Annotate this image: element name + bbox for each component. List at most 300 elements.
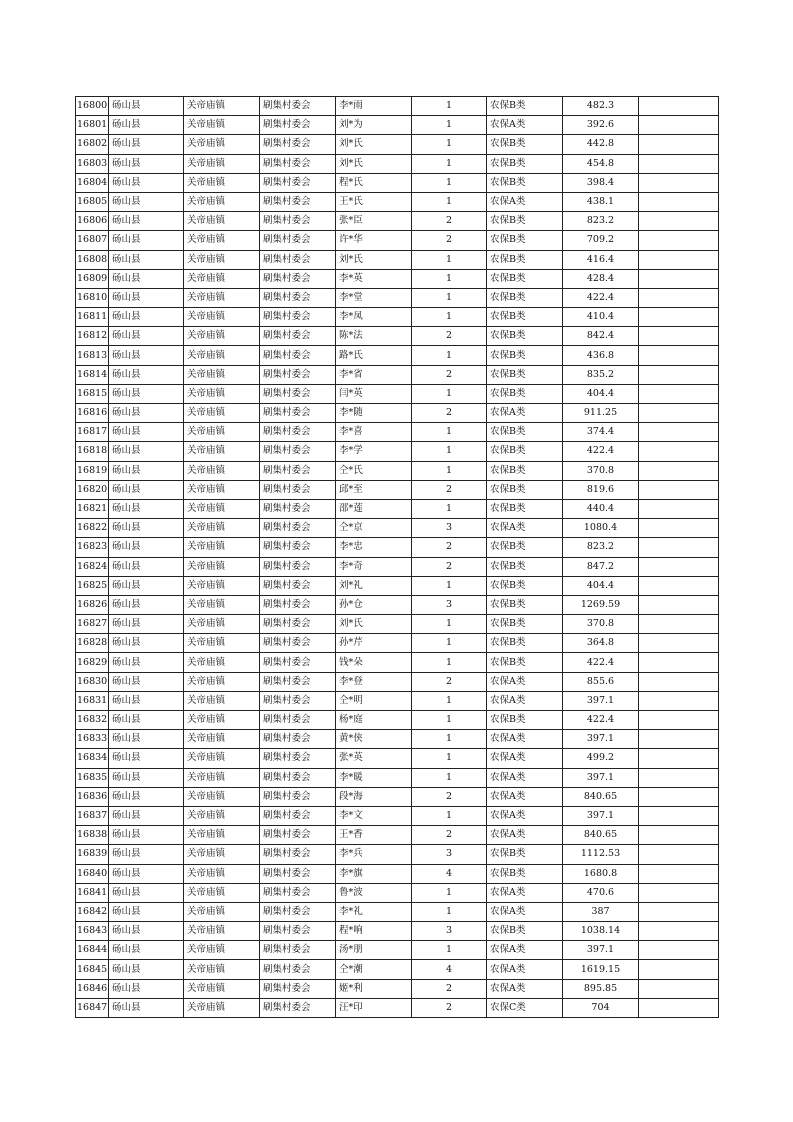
person-name-cell: 段*海	[336, 787, 412, 806]
person-name-cell: 刘*氏	[336, 135, 412, 154]
town-cell: 关帝庙镇	[184, 212, 260, 231]
village-committee-cell: 刷集村委会	[260, 845, 336, 864]
village-committee-cell: 刷集村委会	[260, 960, 336, 979]
remark-cell	[639, 749, 719, 768]
town-cell: 关帝庙镇	[184, 634, 260, 653]
table-row	[76, 135, 719, 154]
person-name-cell: 李*堂	[336, 288, 412, 307]
remark-cell	[639, 365, 719, 384]
county-cell: 砀山县	[109, 960, 184, 979]
county-cell: 砀山县	[109, 653, 184, 672]
village-committee-cell: 刷集村委会	[260, 749, 336, 768]
amount-cell: 1112.53	[563, 845, 639, 864]
village-committee-cell: 刷集村委会	[260, 173, 336, 192]
table-row	[76, 269, 719, 288]
amount-cell: 895.85	[563, 979, 639, 998]
village-committee-cell: 刷集村委会	[260, 826, 336, 845]
person-name-cell: 刘*氏	[336, 154, 412, 173]
county-cell: 砀山县	[109, 192, 184, 211]
table-row	[76, 442, 719, 461]
record-id-cell: 16821	[76, 499, 109, 518]
table-row	[76, 883, 719, 902]
person-name-cell: 李*旗	[336, 864, 412, 883]
amount-cell: 823.2	[563, 538, 639, 557]
town-cell: 关帝庙镇	[184, 883, 260, 902]
table-row	[76, 826, 719, 845]
person-name-cell: 汤*朋	[336, 941, 412, 960]
remark-cell	[639, 212, 719, 231]
town-cell: 关帝庙镇	[184, 499, 260, 518]
town-cell: 关帝庙镇	[184, 749, 260, 768]
record-id-cell: 16807	[76, 231, 109, 250]
remark-cell	[639, 173, 719, 192]
record-id-cell: 16824	[76, 557, 109, 576]
town-cell: 关帝庙镇	[184, 557, 260, 576]
insurance-category-cell: 农保A类	[487, 979, 563, 998]
table-row	[76, 327, 719, 346]
county-cell: 砀山县	[109, 941, 184, 960]
remark-cell	[639, 404, 719, 423]
amount-cell: 704	[563, 998, 639, 1017]
record-id-cell: 16818	[76, 442, 109, 461]
remark-cell	[639, 327, 719, 346]
insurance-category-cell: 农保B类	[487, 615, 563, 634]
table-row	[76, 231, 719, 250]
remark-cell	[639, 135, 719, 154]
amount-cell: 397.1	[563, 806, 639, 825]
record-id-cell: 16846	[76, 979, 109, 998]
member-count-cell: 1	[412, 941, 487, 960]
person-name-cell: 邱*至	[336, 480, 412, 499]
insurance-category-cell: 农保A类	[487, 519, 563, 538]
county-cell: 砀山县	[109, 845, 184, 864]
village-committee-cell: 刷集村委会	[260, 423, 336, 442]
insurance-category-cell: 农保B类	[487, 250, 563, 269]
town-cell: 关帝庙镇	[184, 365, 260, 384]
amount-cell: 374.4	[563, 423, 639, 442]
amount-cell: 422.4	[563, 711, 639, 730]
county-cell: 砀山县	[109, 288, 184, 307]
town-cell: 关帝庙镇	[184, 97, 260, 116]
county-cell: 砀山县	[109, 519, 184, 538]
record-id-cell: 16828	[76, 634, 109, 653]
insurance-category-cell: 农保A类	[487, 826, 563, 845]
remark-cell	[639, 192, 719, 211]
amount-cell: 404.4	[563, 384, 639, 403]
record-id-cell: 16835	[76, 768, 109, 787]
remark-cell	[639, 787, 719, 806]
amount-cell: 416.4	[563, 250, 639, 269]
table-row	[76, 749, 719, 768]
table-row	[76, 711, 719, 730]
village-committee-cell: 刷集村委会	[260, 480, 336, 499]
insurance-category-cell: 农保B类	[487, 711, 563, 730]
village-committee-cell: 刷集村委会	[260, 634, 336, 653]
county-cell: 砀山县	[109, 404, 184, 423]
amount-cell: 842.4	[563, 327, 639, 346]
town-cell: 关帝庙镇	[184, 250, 260, 269]
insurance-category-cell: 农保A类	[487, 192, 563, 211]
town-cell: 关帝庙镇	[184, 461, 260, 480]
remark-cell	[639, 461, 719, 480]
county-cell: 砀山县	[109, 787, 184, 806]
person-name-cell: 李*喜	[336, 423, 412, 442]
record-id-cell: 16810	[76, 288, 109, 307]
insurance-category-cell: 农保B类	[487, 576, 563, 595]
person-name-cell: 李*学	[336, 442, 412, 461]
county-cell: 砀山县	[109, 423, 184, 442]
remark-cell	[639, 519, 719, 538]
record-id-cell: 16838	[76, 826, 109, 845]
insurance-category-cell: 农保A类	[487, 730, 563, 749]
amount-cell: 840.65	[563, 787, 639, 806]
table-row	[76, 250, 719, 269]
village-committee-cell: 刷集村委会	[260, 902, 336, 921]
table-row	[76, 404, 719, 423]
record-id-cell: 16819	[76, 461, 109, 480]
member-count-cell: 2	[412, 672, 487, 691]
remark-cell	[639, 538, 719, 557]
record-id-cell: 16802	[76, 135, 109, 154]
table-row	[76, 902, 719, 921]
record-id-cell: 16812	[76, 327, 109, 346]
town-cell: 关帝庙镇	[184, 116, 260, 135]
insurance-category-cell: 农保B类	[487, 212, 563, 231]
insurance-category-cell: 农保B类	[487, 327, 563, 346]
table-row	[76, 864, 719, 883]
town-cell: 关帝庙镇	[184, 730, 260, 749]
village-committee-cell: 刷集村委会	[260, 384, 336, 403]
table-row	[76, 154, 719, 173]
town-cell: 关帝庙镇	[184, 806, 260, 825]
amount-cell: 1080.4	[563, 519, 639, 538]
village-committee-cell: 刷集村委会	[260, 557, 336, 576]
town-cell: 关帝庙镇	[184, 960, 260, 979]
table-row	[76, 634, 719, 653]
village-committee-cell: 刷集村委会	[260, 883, 336, 902]
county-cell: 砀山县	[109, 384, 184, 403]
person-name-cell: 陈*法	[336, 327, 412, 346]
amount-cell: 436.8	[563, 346, 639, 365]
insurance-category-cell: 农保B类	[487, 845, 563, 864]
amount-cell: 392.6	[563, 116, 639, 135]
person-name-cell: 程*响	[336, 922, 412, 941]
table-row	[76, 423, 719, 442]
town-cell: 关帝庙镇	[184, 941, 260, 960]
member-count-cell: 2	[412, 231, 487, 250]
table-row	[76, 519, 719, 538]
table-row	[76, 730, 719, 749]
village-committee-cell: 刷集村委会	[260, 730, 336, 749]
remark-cell	[639, 615, 719, 634]
amount-cell: 404.4	[563, 576, 639, 595]
member-count-cell: 3	[412, 922, 487, 941]
remark-cell	[639, 308, 719, 327]
person-name-cell: 李*凤	[336, 308, 412, 327]
table-row	[76, 192, 719, 211]
record-id-cell: 16834	[76, 749, 109, 768]
amount-cell: 454.8	[563, 154, 639, 173]
person-name-cell: 邵*莲	[336, 499, 412, 518]
remark-cell	[639, 634, 719, 653]
member-count-cell: 2	[412, 538, 487, 557]
record-id-cell: 16801	[76, 116, 109, 135]
member-count-cell: 1	[412, 806, 487, 825]
county-cell: 砀山县	[109, 365, 184, 384]
member-count-cell: 2	[412, 327, 487, 346]
town-cell: 关帝庙镇	[184, 595, 260, 614]
person-name-cell: 张*英	[336, 749, 412, 768]
amount-cell: 911.25	[563, 404, 639, 423]
record-id-cell: 16815	[76, 384, 109, 403]
member-count-cell: 3	[412, 519, 487, 538]
village-committee-cell: 刷集村委会	[260, 864, 336, 883]
county-cell: 砀山县	[109, 922, 184, 941]
county-cell: 砀山县	[109, 154, 184, 173]
member-count-cell: 2	[412, 365, 487, 384]
record-id-cell: 16832	[76, 711, 109, 730]
town-cell: 关帝庙镇	[184, 404, 260, 423]
village-committee-cell: 刷集村委会	[260, 768, 336, 787]
insurance-category-cell: 农保A类	[487, 960, 563, 979]
remark-cell	[639, 595, 719, 614]
record-id-cell: 16825	[76, 576, 109, 595]
insurance-category-cell: 农保A类	[487, 749, 563, 768]
insurance-category-cell: 农保B类	[487, 864, 563, 883]
amount-cell: 499.2	[563, 749, 639, 768]
insurance-category-cell: 农保B类	[487, 231, 563, 250]
record-id-cell: 16837	[76, 806, 109, 825]
amount-cell: 482.3	[563, 97, 639, 116]
remark-cell	[639, 116, 719, 135]
person-name-cell: 王*氏	[336, 192, 412, 211]
member-count-cell: 1	[412, 576, 487, 595]
insurance-category-cell: 农保B类	[487, 499, 563, 518]
remark-cell	[639, 941, 719, 960]
village-committee-cell: 刷集村委会	[260, 442, 336, 461]
remark-cell	[639, 730, 719, 749]
town-cell: 关帝庙镇	[184, 173, 260, 192]
remark-cell	[639, 97, 719, 116]
insurance-category-cell: 农保B类	[487, 173, 563, 192]
amount-cell: 1680.8	[563, 864, 639, 883]
village-committee-cell: 刷集村委会	[260, 922, 336, 941]
table-row	[76, 806, 719, 825]
town-cell: 关帝庙镇	[184, 308, 260, 327]
person-name-cell: 李*文	[336, 806, 412, 825]
county-cell: 砀山县	[109, 806, 184, 825]
member-count-cell: 4	[412, 960, 487, 979]
amount-cell: 855.6	[563, 672, 639, 691]
member-count-cell: 1	[412, 615, 487, 634]
insurance-category-cell: 农保A类	[487, 902, 563, 921]
village-committee-cell: 刷集村委会	[260, 231, 336, 250]
table-body	[76, 97, 719, 1018]
record-id-cell: 16826	[76, 595, 109, 614]
town-cell: 关帝庙镇	[184, 154, 260, 173]
county-cell: 砀山县	[109, 442, 184, 461]
remark-cell	[639, 576, 719, 595]
county-cell: 砀山县	[109, 902, 184, 921]
person-name-cell: 李*登	[336, 672, 412, 691]
table-row	[76, 384, 719, 403]
village-committee-cell: 刷集村委会	[260, 806, 336, 825]
amount-cell: 1269.59	[563, 595, 639, 614]
person-name-cell: 鲁*波	[336, 883, 412, 902]
amount-cell: 847.2	[563, 557, 639, 576]
member-count-cell: 3	[412, 595, 487, 614]
member-count-cell: 1	[412, 499, 487, 518]
amount-cell: 370.8	[563, 615, 639, 634]
member-count-cell: 1	[412, 634, 487, 653]
county-cell: 砀山县	[109, 116, 184, 135]
amount-cell: 410.4	[563, 308, 639, 327]
town-cell: 关帝庙镇	[184, 922, 260, 941]
remark-cell	[639, 499, 719, 518]
table-row	[76, 116, 719, 135]
person-name-cell: 仝*氏	[336, 461, 412, 480]
town-cell: 关帝庙镇	[184, 192, 260, 211]
county-cell: 砀山县	[109, 346, 184, 365]
person-name-cell: 许*华	[336, 231, 412, 250]
village-committee-cell: 刷集村委会	[260, 346, 336, 365]
town-cell: 关帝庙镇	[184, 346, 260, 365]
county-cell: 砀山县	[109, 691, 184, 710]
county-cell: 砀山县	[109, 269, 184, 288]
remark-cell	[639, 902, 719, 921]
record-id-cell: 16805	[76, 192, 109, 211]
county-cell: 砀山县	[109, 557, 184, 576]
remark-cell	[639, 864, 719, 883]
member-count-cell: 2	[412, 826, 487, 845]
amount-cell: 442.8	[563, 135, 639, 154]
town-cell: 关帝庙镇	[184, 672, 260, 691]
village-committee-cell: 刷集村委会	[260, 691, 336, 710]
village-committee-cell: 刷集村委会	[260, 154, 336, 173]
remark-cell	[639, 288, 719, 307]
person-name-cell: 李*雨	[336, 97, 412, 116]
county-cell: 砀山县	[109, 615, 184, 634]
member-count-cell: 2	[412, 404, 487, 423]
village-committee-cell: 刷集村委会	[260, 979, 336, 998]
town-cell: 关帝庙镇	[184, 442, 260, 461]
member-count-cell: 1	[412, 288, 487, 307]
record-id-cell: 16806	[76, 212, 109, 231]
table-row	[76, 308, 719, 327]
insurance-category-cell: 农保B类	[487, 384, 563, 403]
amount-cell: 1619.15	[563, 960, 639, 979]
person-name-cell: 仝*明	[336, 691, 412, 710]
record-id-cell: 16822	[76, 519, 109, 538]
remark-cell	[639, 384, 719, 403]
village-committee-cell: 刷集村委会	[260, 404, 336, 423]
person-name-cell: 杨*庭	[336, 711, 412, 730]
member-count-cell: 1	[412, 883, 487, 902]
county-cell: 砀山县	[109, 711, 184, 730]
member-count-cell: 1	[412, 423, 487, 442]
member-count-cell: 1	[412, 173, 487, 192]
amount-cell: 397.1	[563, 730, 639, 749]
town-cell: 关帝庙镇	[184, 998, 260, 1017]
table-row	[76, 998, 719, 1017]
person-name-cell: 刘*氏	[336, 615, 412, 634]
table-row	[76, 288, 719, 307]
person-name-cell: 李*忠	[336, 538, 412, 557]
table-row	[76, 365, 719, 384]
record-id-cell: 16811	[76, 308, 109, 327]
member-count-cell: 2	[412, 212, 487, 231]
person-name-cell: 汪*印	[336, 998, 412, 1017]
member-count-cell: 1	[412, 308, 487, 327]
town-cell: 关帝庙镇	[184, 480, 260, 499]
person-name-cell: 程*氏	[336, 173, 412, 192]
person-name-cell: 刘*为	[336, 116, 412, 135]
member-count-cell: 1	[412, 768, 487, 787]
remark-cell	[639, 653, 719, 672]
member-count-cell: 1	[412, 192, 487, 211]
member-count-cell: 1	[412, 442, 487, 461]
remark-cell	[639, 845, 719, 864]
amount-cell: 835.2	[563, 365, 639, 384]
town-cell: 关帝庙镇	[184, 653, 260, 672]
village-committee-cell: 刷集村委会	[260, 711, 336, 730]
table-row	[76, 979, 719, 998]
town-cell: 关帝庙镇	[184, 787, 260, 806]
village-committee-cell: 刷集村委会	[260, 116, 336, 135]
insurance-category-cell: 农保A类	[487, 672, 563, 691]
insurance-category-cell: 农保B类	[487, 480, 563, 499]
record-id-cell: 16829	[76, 653, 109, 672]
county-cell: 砀山县	[109, 672, 184, 691]
table-row	[76, 922, 719, 941]
member-count-cell: 2	[412, 787, 487, 806]
person-name-cell: 李*礼	[336, 902, 412, 921]
table-row	[76, 787, 719, 806]
person-name-cell: 李*英	[336, 269, 412, 288]
insurance-category-cell: 农保B类	[487, 557, 563, 576]
village-committee-cell: 刷集村委会	[260, 576, 336, 595]
member-count-cell: 1	[412, 653, 487, 672]
town-cell: 关帝庙镇	[184, 269, 260, 288]
insurance-category-cell: 农保A类	[487, 941, 563, 960]
record-id-cell: 16800	[76, 97, 109, 116]
record-id-cell: 16836	[76, 787, 109, 806]
remark-cell	[639, 691, 719, 710]
village-committee-cell: 刷集村委会	[260, 519, 336, 538]
insurance-category-cell: 农保B类	[487, 442, 563, 461]
amount-cell: 840.65	[563, 826, 639, 845]
county-cell: 砀山县	[109, 730, 184, 749]
record-id-cell: 16816	[76, 404, 109, 423]
record-id-cell: 16839	[76, 845, 109, 864]
town-cell: 关帝庙镇	[184, 615, 260, 634]
person-name-cell: 姬*利	[336, 979, 412, 998]
member-count-cell: 2	[412, 979, 487, 998]
table-row	[76, 615, 719, 634]
village-committee-cell: 刷集村委会	[260, 787, 336, 806]
record-id-cell: 16813	[76, 346, 109, 365]
record-id-cell: 16804	[76, 173, 109, 192]
amount-cell: 422.4	[563, 288, 639, 307]
insurance-category-cell: 农保A类	[487, 768, 563, 787]
table-row	[76, 538, 719, 557]
town-cell: 关帝庙镇	[184, 902, 260, 921]
village-committee-cell: 刷集村委会	[260, 615, 336, 634]
village-committee-cell: 刷集村委会	[260, 941, 336, 960]
remark-cell	[639, 346, 719, 365]
table-row	[76, 653, 719, 672]
relief-roster-table	[75, 96, 719, 1018]
